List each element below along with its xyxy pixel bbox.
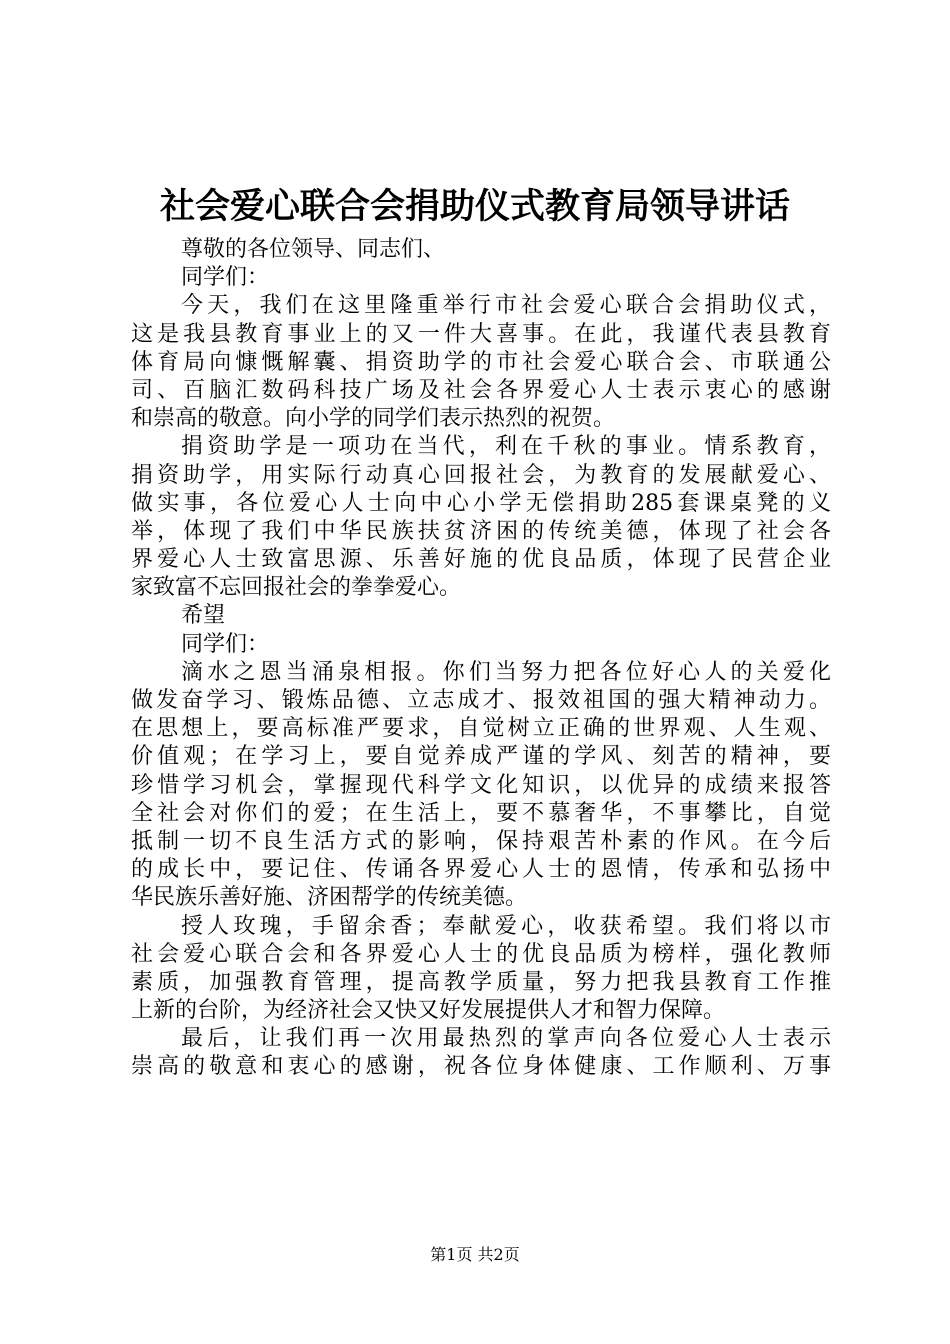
text-line: 同学们： [181, 631, 270, 657]
text-line: 的成长中，要记住、传诵各界爱心人士的恩情，传承和弘扬中 [131, 857, 831, 883]
speech-body [131, 236, 831, 1082]
page-title: 社会爱心联合会捐助仪式教育局领导讲话 [159, 187, 790, 227]
text-line: 体育局向慷慨解囊、捐资助学的市社会爱心联合会、市联通公 [131, 349, 831, 375]
text-line: 珍惜学习机会，掌握现代科学文化知识，以优异的成绩来报答 [131, 772, 831, 798]
text-line: 社会爱心联合会和各界爱心人士的优良品质为榜样，强化教师 [131, 941, 831, 967]
text-line: 希望 [181, 603, 226, 629]
page-footer: 第1页 共2页 [430, 1245, 520, 1264]
text-line: 今天，我们在这里隆重举行市社会爱心联合会捐助仪式， [181, 293, 831, 319]
text-line: 最后，让我们再一次用最热烈的掌声向各位爱心人士表示 [181, 1026, 831, 1052]
text-line: 全社会对你们的爱；在生活上，要不慕奢华，不事攀比，自觉 [131, 800, 831, 826]
text-line: 在思想上，要高标准严要求，自觉树立正确的世界观、人生观、 [131, 716, 831, 742]
text-line: 这是我县教育事业上的又一件大喜事。在此，我谨代表县教育 [131, 321, 831, 347]
text-line: 司、百脑汇数码科技广场及社会各界爱心人士表示衷心的感谢 [131, 377, 831, 403]
text-line: 做实事，各位爱心人士向中心小学无偿捐助285套课桌凳的义 [131, 490, 831, 516]
text-line: 华民族乐善好施、济困帮学的传统美德。 [131, 885, 528, 911]
text-line: 同学们： [181, 265, 270, 291]
text-line: 做发奋学习、锻炼品德、立志成才、报效祖国的强大精神动力。 [131, 688, 831, 713]
text-line: 和崇高的敬意。向小学的同学们表示热烈的祝贺。 [131, 406, 616, 432]
text-line: 授人玫瑰，手留余香；奉献爱心，收获希望。我们将以市 [181, 913, 831, 939]
text-line: 捐资助学，用实际行动真心回报社会，为教育的发展献爱心、 [131, 462, 831, 488]
text-line: 上新的台阶，为经济社会又快又好发展提供人才和智力保障。 [131, 998, 726, 1024]
text-line: 尊敬的各位领导、同志们、 [181, 237, 446, 262]
text-line: 滴水之恩当涌泉相报。你们当努力把各位好心人的关爱化 [181, 659, 831, 685]
text-line: 举，体现了我们中华民族扶贫济困的传统美德，体现了社会各 [131, 518, 831, 544]
text-line: 抵制一切不良生活方式的影响，保持艰苦朴素的作风。在今后 [131, 828, 831, 854]
text-line: 崇高的敬意和衷心的感谢，祝各位身体健康、工作顺利、万事 [131, 1054, 831, 1080]
text-line: 家致富不忘回报社会的拳拳爱心。 [131, 575, 462, 601]
text-line: 捐资助学是一项功在当代，利在千秋的事业。情系教育， [181, 434, 831, 460]
text-line: 价值观；在学习上，要自觉养成严谨的学风、刻苦的精神，要 [131, 744, 831, 770]
text-line: 界爱心人士致富思源、乐善好施的优良品质，体现了民营企业 [131, 547, 831, 573]
text-line: 素质，加强教育管理，提高教学质量，努力把我县教育工作推 [131, 969, 831, 995]
